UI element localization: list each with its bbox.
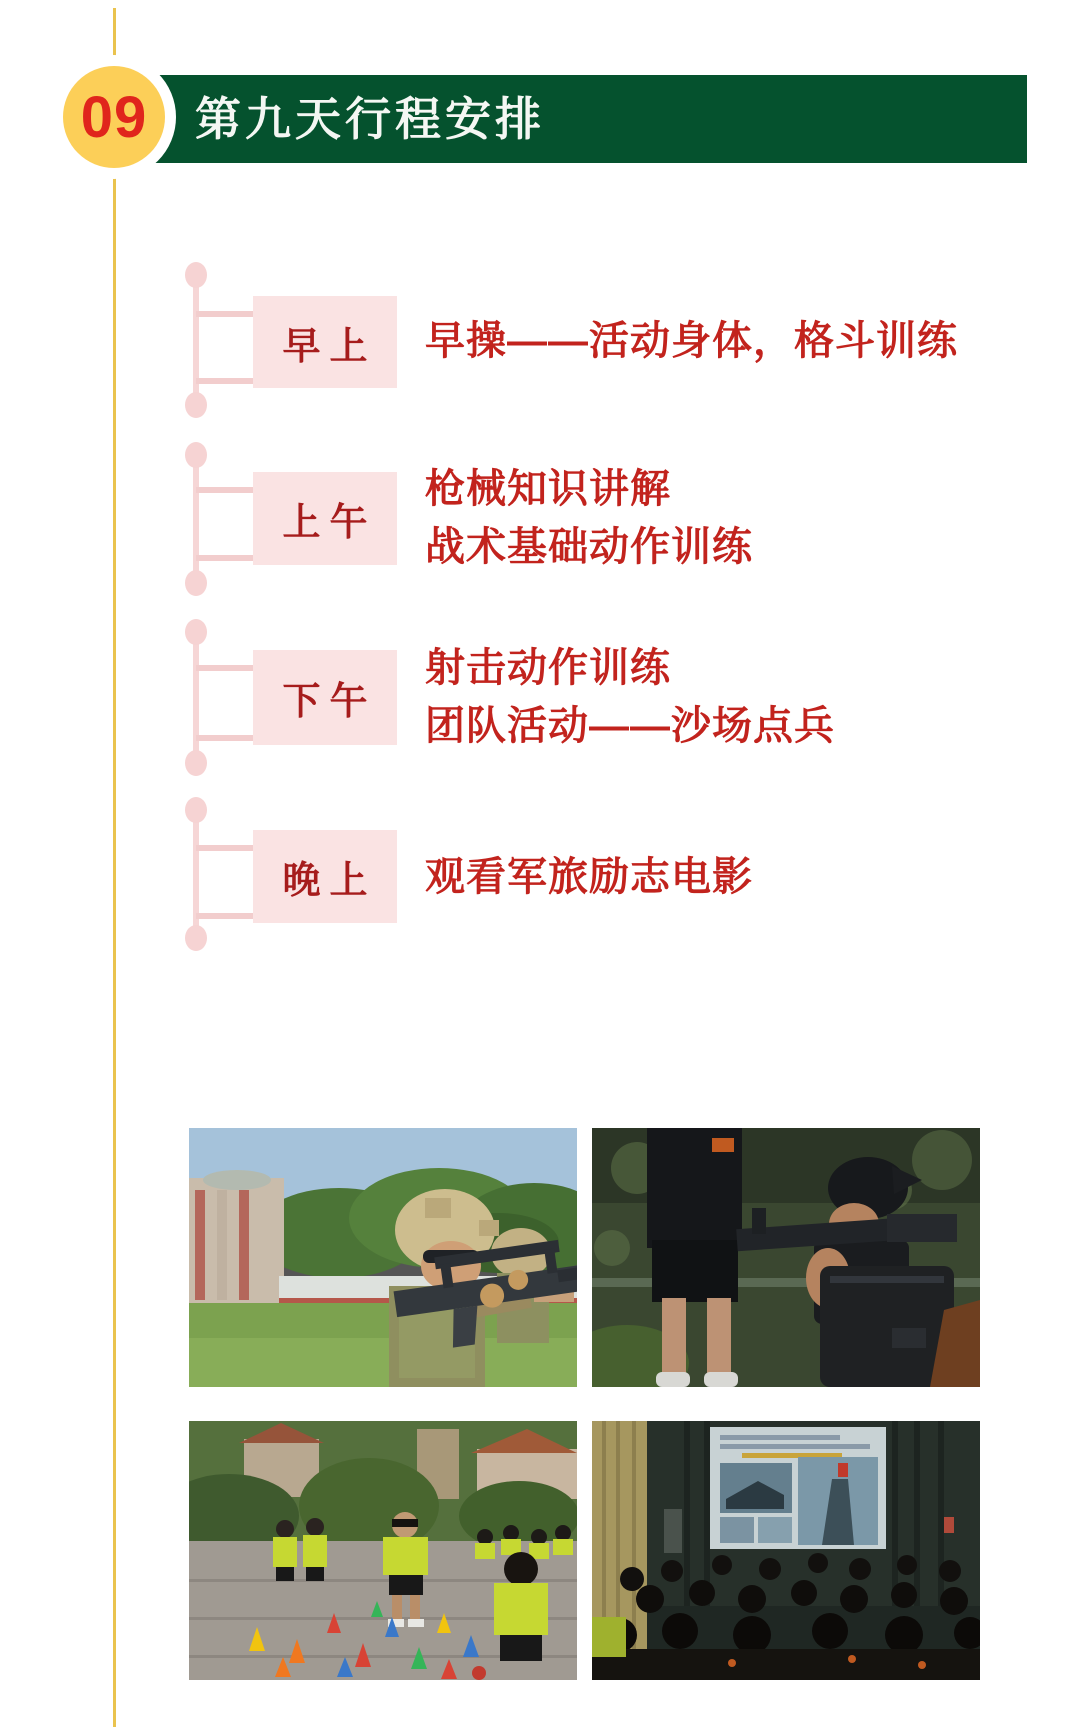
time-label-text: 晚上 [282,860,377,902]
projector-screen [710,1427,886,1549]
activity-line: 射击动作训练 [425,646,671,690]
photo-shooting-simulator [592,1128,980,1387]
timeline-dot [185,797,207,823]
page-title: 第九天行程安排 [195,93,545,145]
timeline-dot [185,570,207,596]
timeline-dot [185,392,207,418]
timeline-line [193,632,199,763]
timeline-dot [185,262,207,288]
activity-forenoon [425,460,753,576]
time-label-text: 上午 [282,502,377,544]
time-label-afternoon [253,650,397,745]
timeline-connector [196,487,256,493]
timeline-dot [185,619,207,645]
time-label-text: 早上 [282,325,377,368]
timeline-connector [196,311,256,317]
timeline-connector [196,845,256,851]
activity-morning [425,312,958,370]
timeline-dot [185,442,207,468]
activity-line: 团队活动——沙场点兵 [425,704,835,748]
timeline-connector [196,735,256,741]
day-number-badge [63,66,165,168]
timeline-connector [196,378,256,384]
activity-evening [425,848,753,906]
activity-line: 战术基础动作训练 [425,525,753,569]
timeline-connector [196,555,256,561]
time-label-forenoon [253,472,397,565]
time-label-morning [253,296,397,388]
activity-line: 观看军旅励志电影 [425,855,753,899]
timeline-dot [185,925,207,951]
day-number: 09 [80,84,148,150]
timeline-connector [196,665,256,671]
timeline-dot [185,750,207,776]
activity-afternoon [425,639,835,755]
photo-movie-hall [592,1421,980,1680]
activity-line: 早操——活动身体，格斗训练 [425,319,958,363]
timeline-line [193,455,199,583]
photo-team-game-cones [189,1421,577,1680]
photo-rifle-training-field [189,1128,577,1387]
timeline-connector [196,913,256,919]
time-label-text: 下午 [282,681,377,723]
activity-line: 枪械知识讲解 [425,467,671,511]
left-accent-line [113,8,116,1727]
time-label-evening [253,830,397,923]
timeline-line [193,275,199,405]
